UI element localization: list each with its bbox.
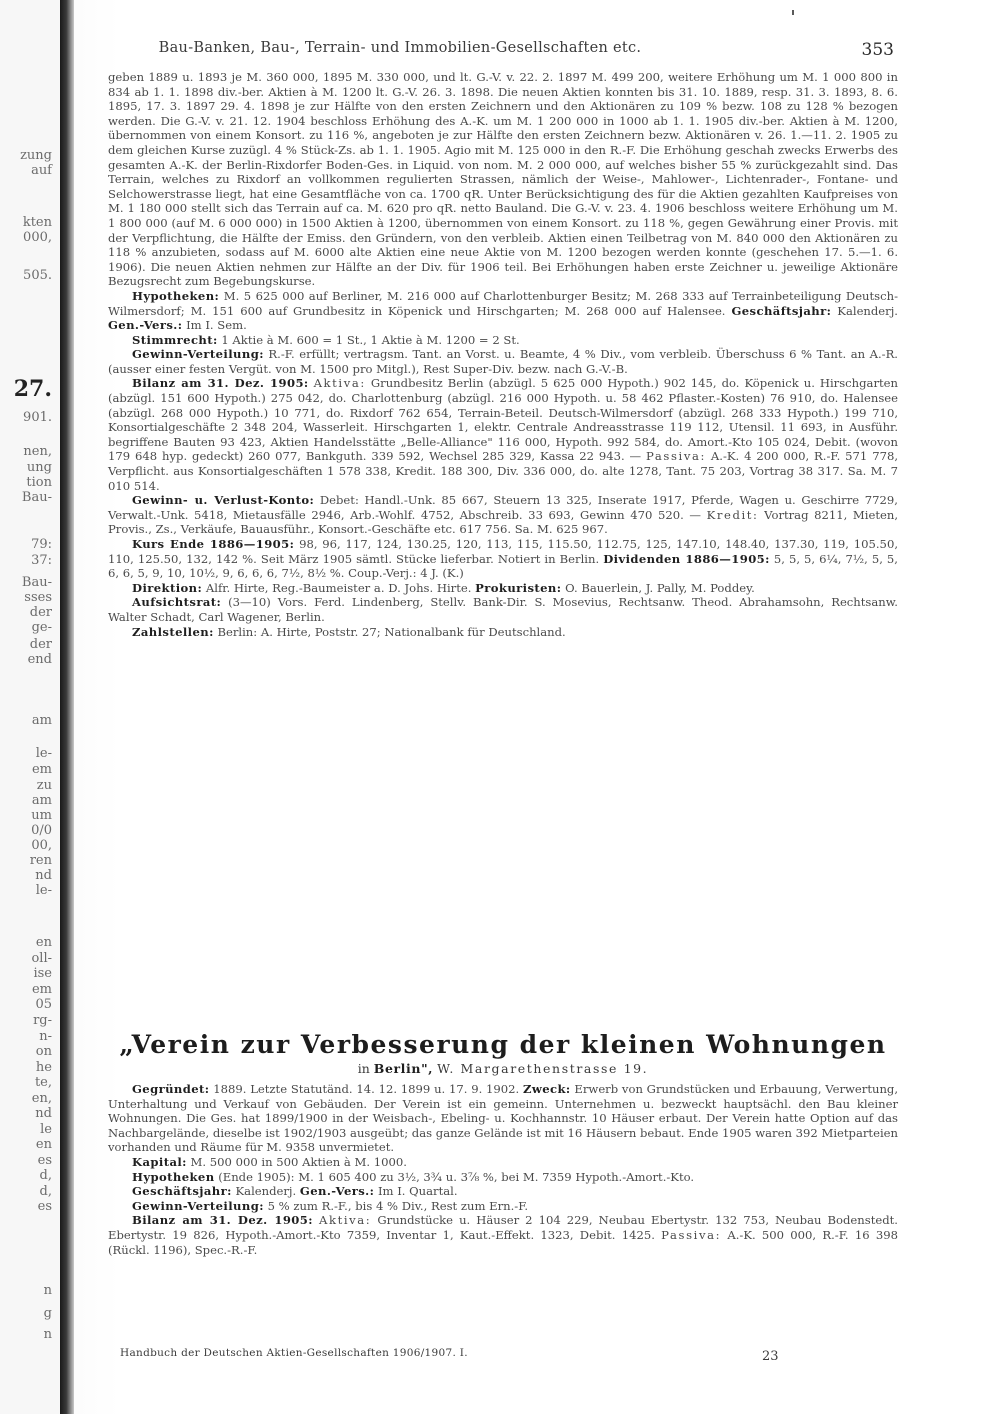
dividenden-label: Dividenden 1886—1905: (603, 551, 770, 566)
adjacent-page-fragment: 000, (23, 230, 52, 245)
kurs-label: Kurs Ende 1886—1905: (132, 537, 295, 551)
entry2-geschaeftsjahr-label: Geschäftsjahr: (132, 1184, 232, 1199)
aufsichtsrat-label: Aufsichtsrat: (132, 595, 222, 610)
entry2-bilanz-label: Bilanz am 31. Dez. 1905: (132, 1213, 313, 1228)
adjacent-page-fragment: ise (33, 966, 52, 981)
zahlstellen-paragraph (108, 625, 898, 640)
genvers-label: Gen.-Vers.: (108, 318, 183, 333)
adjacent-page-fragment: le- (35, 746, 52, 761)
hypotheken-text: M. 5 625 000 auf Berliner, M. 216 000 auf Charlottenburger Besitz; M. 268 333 auf Terrainbeteiligung Deutsch-Wilmersdorf; M. 151 600 auf Grundbesitz in Köpenick und Hirschgarten; M. 268 000 auf Halensee. (108, 288, 899, 318)
adjacent-page-fragment: ge- (31, 620, 52, 635)
entry2-body (108, 1082, 898, 1257)
prokuristen-text: O. Bauerlein, J. Pally, M. Poddey. (565, 580, 755, 595)
entry2-bilanz-paragraph (108, 1213, 898, 1257)
genvers-text: Im I. Sem. (186, 318, 247, 333)
gegruendet-paragraph (108, 1082, 898, 1155)
entry2-genvers-label: Gen.-Vers.: (299, 1184, 375, 1199)
entry2-gewinn-paragraph (108, 1199, 898, 1214)
zweck-label: Zweck: (523, 1082, 571, 1096)
company-subtitle (108, 1060, 898, 1078)
adjacent-page-fragment: der (29, 605, 52, 620)
gewinn-verteilung-paragraph (108, 347, 898, 376)
entry2-passiva-label: Passiva: (661, 1227, 722, 1242)
direktion-text: Alfr. Hirte, Reg.-Baumeister a. D. Johs. Hirte. (205, 580, 472, 595)
stimmrecht-paragraph (108, 333, 898, 348)
capital-history-paragraph: geben 1889 u. 1893 je M. 360 000, 1895 M. 330 000, und lt. G.-V. v. 22. 2. 1897 M. 499 200, weitere Erhöhung um M. 1 000 800 in 834 ab 1. 1. 1898 div.-ber. Aktien à M. 1200 lt. G.-V. 26. 3. 1898. Die neuen Aktien konnten bis 31. 10. 1889, resp. 31. 3. 1893, 8. 6. 1895, 17. 3. 1897 29. 4. 1898 je zur Hälfte von den ersten Zeichnern und den Aktionären zu 109 % bezw. 108 zu 128 % bezogen werden. Die G.-V. v. 21. 12. 1904 beschloss Erhöhung des A.-K. um M. 1 200 000 in 1000 ab 1. 1. 1905 div.-ber. Aktien à M. 1200, übernommen von einem Konsort. zu 116 %, angeboten je zur Hälfte den ersten Zeichnern bezw. Aktionären v. 26. 1.—11. 2. 1905 zu dem gleichen Kurse zuzügl. 4 % Stück-Zs. ab 1. 1. 1905. Agio mit M. 125 000 in den R.-F. Die Erhöhung geschah zwecks Erwerbs des gesamten A.-K. der Berlin-Rixdorfer Boden-Ges. in Liquid. von nom. M. 2 000 000, auf welches bisher 55 % zurückgezahlt sind. Das Terrain, welches zu Rixdorf an vollkommen regulierten Strassen, nämlich der Weise-, Mahlower-, Lichtenrader-, Fontane- und Selchowerstrasse liegt, hat eine Gesamtfläche von ca. 1700 qR. Unter Berücksichtigung des für die Aktien gezahlten Kaufpreises von M. 1 180 000 stellt sich das Terrain auf ca. M. 620 pro qR. netto Bauland. Die G.-V. v. 23. 4. 1906 beschloss weitere Erhöhung um M. 1 800 000 (auf M. 6 000 000) in 1500 Aktien à 1200, übernommen von einem Konsort. zu 118 %, gegen Gewährung einer Provis. mit der Verpflichtung, die Hälfte der Emiss. den Gründern, von den verbleib. Aktien einen Teilbetrag von M. 840 000 den Aktionären zu 118 % anzubieten, sodass auf M. 6000 alte Aktien eine neue Aktie von M. 1200 bezogen werden konnte (geschehen 17. 5.—1. 6. 1906). Die neuen Aktien nehmen zur Hälfte an der Div. für 1906 teil. Bei Erhöhungen haben erste Zeichner u. jeweilige Aktionäre Bezugsrecht zum Begebungskurse. (108, 70, 898, 289)
entry2-aktiva-label: Aktiva: (318, 1213, 372, 1228)
adjacent-page-fragment: en, (31, 1091, 52, 1106)
adjacent-page-fragment: n- (39, 1029, 52, 1044)
adjacent-page-fragment: 37: (31, 553, 52, 568)
bilanz-paragraph (108, 376, 898, 493)
adjacent-page-fragment: 27. (13, 376, 52, 402)
bilanz-aktiva-label: Aktiva: (313, 376, 366, 391)
prokuristen-label: Prokuristen: (475, 580, 562, 595)
direktion-paragraph (108, 581, 898, 596)
entry-bau-gesellschaft (108, 70, 898, 639)
guv-label: Gewinn- u. Verlust-Konto: (132, 493, 315, 508)
kurs-paragraph (108, 537, 898, 581)
hypotheken-label: Hypotheken: (132, 288, 220, 303)
adjacent-page-fragment: am (31, 713, 52, 728)
page-number: 353 (861, 40, 894, 60)
bilanz-aktiva-text: Grundbesitz Berlin (abzügl. 5 625 000 Hypoth.) 902 145, do. Köpenick u. Hirschgarten (abzügl. 151 600 Hypoth.) 275 042, do. Charlottenburg (abzügl. 216 000 Hypoth. u. 58 462 Pflaster.-Kosten) 76 910, do. Halensee (abzügl. 268 000 Hypoth.) 10 771, do. Rixdorf 762 654, Terrain-Beteil. Deutsch-Wilmersdorf (abzügl. 268 333 Hypoth.) 199 710, Konsortialgeschäfte 2 348 204, Wasserleit. Hirschgarten 1, elektr. Centrale Andreasstrasse 119 112, Utensil. 11 693, in Ausführ. begriffene Bauten 93 423, Aktien Handelsstätte „Belle-Alliance" 116 000, Hypoth. 992 584, do. Amort.-Kto 105 024, Debit. (wovon 179 648 hyp. gedeckt) 260 077, Bankguth. 339 592, Wechsel 285 329, Kassa 22 943. — (108, 376, 898, 464)
subtitle-preposition: in (357, 1061, 370, 1076)
guv-paragraph (108, 493, 898, 537)
adjacent-page-fragment: auf (31, 163, 52, 178)
kapital-label: Kapital: (132, 1154, 187, 1169)
adjacent-page-fragment: le (40, 1122, 52, 1137)
subtitle-city: Berlin", (373, 1061, 434, 1076)
adjacent-page-fragment: en (35, 935, 52, 950)
stimmrecht-text: 1 Aktie à M. 600 = 1 St., 1 Aktie à M. 1200 = 2 St. (221, 332, 520, 347)
adjacent-page-fragment: 00, (31, 838, 52, 853)
adjacent-page-fragment: le- (35, 883, 52, 898)
adjacent-page-fragment: sses (24, 590, 52, 605)
adjacent-page-fragment: am (31, 793, 52, 808)
adjacent-page-fragment: end (27, 652, 52, 667)
book-gutter-shadow (60, 0, 74, 1414)
entry2-passiva-text: A.-K. 500 000, R.-F. 16 398 (Rückl. 1196), Spec.-R.-F. (108, 1227, 898, 1257)
adjacent-page-fragment: oll- (31, 951, 52, 966)
adjacent-page-fragment: zung (20, 148, 52, 163)
zahlstellen-label: Zahlstellen: (132, 624, 214, 639)
adjacent-page-fragment: es (37, 1153, 52, 1168)
adjacent-page-fragment: 505. (23, 268, 52, 283)
adjacent-page-fragment: g (43, 1306, 52, 1321)
zahlstellen-text: Berlin: A. Hirte, Poststr. 27; Nationalbank für Deutschland. (217, 624, 566, 639)
adjacent-page-fragment: ung (26, 460, 52, 475)
dividenden-text: 5, 5, 5, 6¼, 7½, 5, 5, 6, 6, 5, 9, 10, 10½, 9, 6, 6, 6, 7½, 8½ %. Coup.-Verj.: 4 J. (K.) (108, 551, 898, 581)
gegruendet-text: 1889. Letzte Statutänd. 14. 12. 1899 u. 17. 9. 1902. (213, 1082, 520, 1096)
bilanz-passiva-label: Passiva: (646, 449, 706, 464)
adjacent-page-fragment: der (29, 637, 52, 652)
adjacent-page-fragment: Bau- (21, 575, 52, 590)
adjacent-page-fragment: nen, (23, 444, 52, 459)
adjacent-page-fragment: es (37, 1199, 52, 1214)
geschaeftsjahr-label: Geschäftsjahr: (731, 303, 832, 318)
adjacent-page-fragment: te, (34, 1075, 52, 1090)
adjacent-page-fragment: Bau- (21, 490, 52, 505)
adjacent-page-margin (0, 0, 60, 1414)
adjacent-page-fragment: 05 (35, 997, 52, 1012)
guv-kredit-text: Vortrag 8211, Mieten, Provis., Zs., Verkäufe, Bauausführ., Konsort.-Geschäfte etc. 617 756. Sa. M. 625 967. (108, 507, 899, 537)
adjacent-page-fragment: on (35, 1044, 52, 1059)
page-content (108, 0, 898, 1414)
kurs-text: 98, 96, 117, 124, 130.25, 120, 113, 115, 115.50, 112.75, 125, 147.10, 148.40, 137.30, 119, 105.50, 110, 125.50, 132, 142 %. Seit März 1905 sämtl. Stücke lieferbar. Notiert in Berlin. (108, 537, 899, 566)
adjacent-page-fragment: nd (35, 868, 52, 883)
adjacent-page-fragment: tion (26, 475, 52, 490)
entry2-gewinn-label: Gewinn-Verteilung: (132, 1198, 264, 1213)
adjacent-page-fragment: he (35, 1060, 52, 1075)
zweck-text: Erwerb von Grundstücken und Erbauung, Verwertung, Unterhaltung und Verkauf von Gebäuden. Der Verein ist ein gemeinn. Unternehmen u. bezweckt hauptsächl. den Bau kleiner Wohnungen. Die Ges. hat 1899/1900 in der Weisbach-, Ebeling- u. Kochhannstr. 10 Häuser erbaut. Der Verein hatte Option auf das Nachbargelände, dieselbe ist 1902/1903 ausgeübt; das ganze Gelände ist mit 16 Häusern bebaut. Ende 1905 waren 392 Mietparteien vorhanden und Räume für M. 9358 unvermietet. (108, 1082, 899, 1155)
gewinn-verteilung-text: R.-F. erfüllt; vertragsm. Tant. an Vorst. u. Beamte, 4 % Div., vom verbleib. Überschuss 6 % Tant. an A.-R. (ausser einer festen Vergüt. von M. 1500 pro Mitgl.), Rest Super-Div. bezw. nach G.-V.-B. (108, 347, 898, 376)
adjacent-page-fragment: d, (39, 1184, 52, 1199)
adjacent-page-fragment: n (43, 1283, 52, 1298)
direktion-label: Direktion: (132, 580, 203, 595)
geschaeftsjahr-text: Kalenderj. (837, 303, 898, 318)
subtitle-address: W. Margarethenstrasse 19. (437, 1061, 649, 1076)
adjacent-page-fragment: zu (36, 778, 52, 793)
company-title: „Verein zur Verbesserung der kleinen Wohnungen (119, 1030, 887, 1059)
aufsichtsrat-text: (3—10) Vors. Ferd. Lindenberg, Stellv. Bank-Dir. S. Mosevius, Rechtsanw. Theod. Abrahamsohn, Rechtsanw. Walter Schadt, Carl Wagener, Berlin. (108, 595, 898, 624)
adjacent-page-fragment: nd (35, 1106, 52, 1121)
entry2-hypotheken-paragraph (108, 1170, 898, 1185)
adjacent-page-fragment: ren (29, 853, 52, 868)
gewinn-verteilung-label: Gewinn-Verteilung: (132, 347, 264, 362)
adjacent-page-fragment: en (35, 1137, 52, 1152)
bilanz-passiva-text: A.-K. 4 200 000, R.-F. 571 778, Verpflicht. aus Konsortialgeschäften 1 578 338, Kredit. 188 300, Div. 336 000, do. alte 1278, Tant. 75 203, Vortrag 38 317. Sa. M. 7 010 514. (108, 449, 899, 493)
guv-kredit-label: Kredit: (706, 507, 759, 522)
entry2-hypotheken-text: (Ende 1905): M. 1 605 400 zu 3½, 3¾ u. 3⅞ %, bei M. 7359 Hypoth.-Amort.-Kto. (218, 1169, 695, 1184)
stimmrecht-label: Stimmrecht: (132, 332, 218, 347)
adjacent-page-fragment: 901. (23, 410, 52, 425)
kapital-text: M. 500 000 in 500 Aktien à M. 1000. (190, 1154, 407, 1169)
adjacent-page-fragment: em (31, 982, 52, 997)
adjacent-page-fragment: 0/0 (31, 823, 52, 838)
dust-speck (792, 10, 794, 15)
guv-debet-text: Debet: Handl.-Unk. 85 667, Steuern 13 325, Inserate 1917, Pferde, Wagen u. Geschirre 7729, Verwalt.-Unk. 5418, Mietausfälle 2946, Arb.-Wohlf. 4752, Abschreib. 33 693, Gewinn 470 520. — (108, 493, 898, 522)
adjacent-page-fragment: kten (22, 215, 52, 230)
entry2-gewinn-text: 5 % zum R.-F., bis 4 % Div., Rest zum Ern.-F. (267, 1198, 529, 1213)
kapital-paragraph (108, 1155, 898, 1170)
running-head: Bau-Banken, Bau-, Terrain- und Immobilien-Gesellschaften etc. (158, 40, 642, 56)
signature-mark: 23 (762, 1349, 779, 1364)
entry2-geschaeftsjahr-text: Kalenderj. (235, 1184, 297, 1199)
entry2-geschaeftsjahr-paragraph (108, 1184, 898, 1199)
adjacent-page-fragment: em (31, 762, 52, 777)
adjacent-page-fragment: 79: (31, 537, 52, 552)
aufsichtsrat-paragraph (108, 595, 898, 624)
entry-verein-kleine-wohnungen (108, 1030, 898, 1257)
adjacent-page-fragment: rg- (33, 1013, 52, 1028)
adjacent-page-fragment: um (31, 808, 52, 823)
gegruendet-label: Gegründet: (132, 1082, 210, 1096)
bilanz-label: Bilanz am 31. Dez. 1905: (132, 376, 309, 391)
adjacent-page-fragment: d, (39, 1168, 52, 1183)
hypotheken-paragraph (108, 289, 898, 333)
entry2-aktiva-text: Grundstücke u. Häuser 2 104 229, Neubau Ebertystr. 132 753, Neubau Bodenstedt. Ebertystr. 19 826, Hypoth.-Amort.-Kto 7359, Inventar 1, Kaut.-Effekt. 1323, Debit. 1425. (108, 1213, 898, 1242)
adjacent-page-fragment: n (43, 1327, 52, 1342)
page-footer: Handbuch der Deutschen Aktien-Gesellschaften 1906/1907. I. (120, 1347, 468, 1359)
entry2-hypotheken-label: Hypotheken (132, 1169, 215, 1184)
entry2-genvers-text: Im I. Quartal. (377, 1184, 458, 1199)
